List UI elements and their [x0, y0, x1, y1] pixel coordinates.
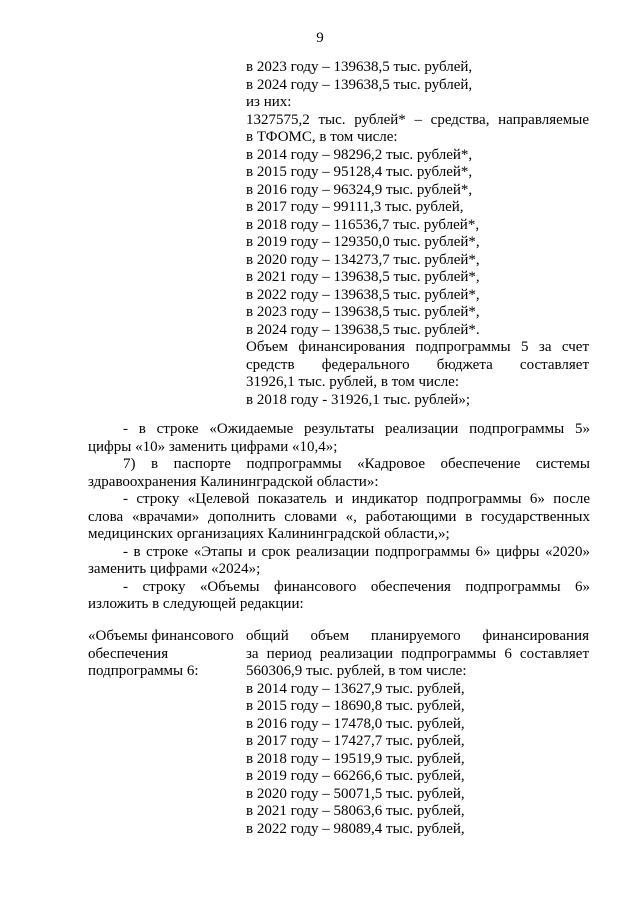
paragraph-line: заменить цифрами «2024»; [88, 561, 261, 577]
year-line: в 2014 году – 98296,2 тыс. рублей*, [246, 146, 473, 163]
paragraph-line: - в строке «Ожидаемые результаты реализации подпрограммы 5» [123, 421, 590, 437]
year-line: в 2017 году – 99111,3 тыс. рублей, [246, 199, 464, 215]
paragraph-line: - строку «Объемы финансового обеспечения подпрограммы 6» [123, 578, 590, 595]
text-line: из них: [246, 94, 292, 110]
paragraph-line: 7) в паспорте подпрограммы «Кадровое обеспечение системы [123, 456, 590, 472]
paragraph-line: здравоохранения Калининградской области»: [88, 473, 379, 490]
subprogram-6-funding-cell [246, 628, 589, 838]
year-line: в 2018 году – 19519,9 тыс. рублей, [246, 750, 465, 767]
year-line: в 2015 году – 95128,4 тыс. рублей*, [246, 164, 473, 180]
paragraph-line: слова «врачами» дополнить словами «, работающими в государственных [88, 508, 590, 525]
year-line: в 2022 году – 139638,5 тыс. рублей*, [246, 286, 480, 303]
label-line: «Объемы финансового [88, 628, 234, 644]
year-line: в 2019 году – 129350,0 тыс. рублей*, [246, 234, 480, 250]
year-line: в 2020 году – 50071,5 тыс. рублей, [246, 785, 465, 802]
year-line: в 2020 году – 134273,7 тыс. рублей*, [246, 251, 480, 268]
federal-line: в 2018 году - 31926,1 тыс. рублей»; [246, 391, 471, 408]
federal-line: Объем финансирования подпрограммы 5 за счет [246, 339, 589, 355]
year-line: в 2016 году – 96324,9 тыс. рублей*, [246, 181, 473, 198]
page-number: 9 [316, 30, 324, 46]
subprogram-5-funding-block [246, 59, 589, 409]
paragraph-line: - строку «Целевой показатель и индикатор подпрограммы 6» после [123, 491, 590, 507]
year-line: в 2019 году – 66266,6 тыс. рублей, [246, 768, 465, 784]
paragraph-line: - в строке «Этапы и срок реализации подпрограммы 6» цифры «2020» [123, 543, 590, 560]
year-line: в 2017 году – 17427,7 тыс. рублей, [246, 733, 465, 749]
label-line: обеспечения [88, 645, 169, 662]
federal-line: средств федерального бюджета составляет [246, 356, 589, 373]
text-line: в 2024 году – 139638,5 тыс. рублей, [246, 76, 473, 93]
federal-line: 31926,1 тыс. рублей, в том числе: [246, 374, 460, 390]
year-line: в 2018 году – 116536,7 тыс. рублей*, [246, 216, 480, 233]
year-line: в 2021 году – 58063,6 тыс. рублей, [246, 803, 465, 819]
year-line: в 2023 году – 139638,5 тыс. рублей*, [246, 304, 480, 320]
year-line: в 2014 году – 13627,9 тыс. рублей, [246, 680, 465, 697]
total-line: за период реализации подпрограммы 6 составляет [246, 645, 589, 662]
paragraph-line: цифры «10» заменить цифрами «10,4»; [88, 438, 338, 455]
text-line: в 2023 году – 139638,5 тыс. рублей, [246, 59, 473, 75]
amendments-text [88, 421, 590, 614]
year-line: в 2022 году – 98089,4 тыс. рублей, [246, 820, 465, 837]
year-line: в 2024 году – 139638,5 тыс. рублей*. [246, 321, 480, 338]
total-line: общий объем планируемого финансирования [246, 628, 589, 644]
paragraph-line: изложить в следующей редакции: [88, 596, 304, 612]
year-line: в 2015 году – 18690,8 тыс. рублей, [246, 698, 465, 714]
label-line: подпрограммы 6: [88, 663, 199, 679]
paragraph-line: медицинских организациях Калининградской области,»; [88, 526, 450, 542]
tfoms-line: в ТФОМС, в том числе: [246, 129, 398, 145]
year-line: в 2016 году – 17478,0 тыс. рублей, [246, 715, 465, 732]
subprogram-6-label-cell [88, 628, 238, 681]
year-line: в 2021 году – 139638,5 тыс. рублей*, [246, 269, 480, 285]
total-line: 560306,9 тыс. рублей, в том числе: [246, 663, 467, 679]
tfoms-line: 1327575,2 тыс. рублей* – средства, направляемые [246, 111, 589, 128]
